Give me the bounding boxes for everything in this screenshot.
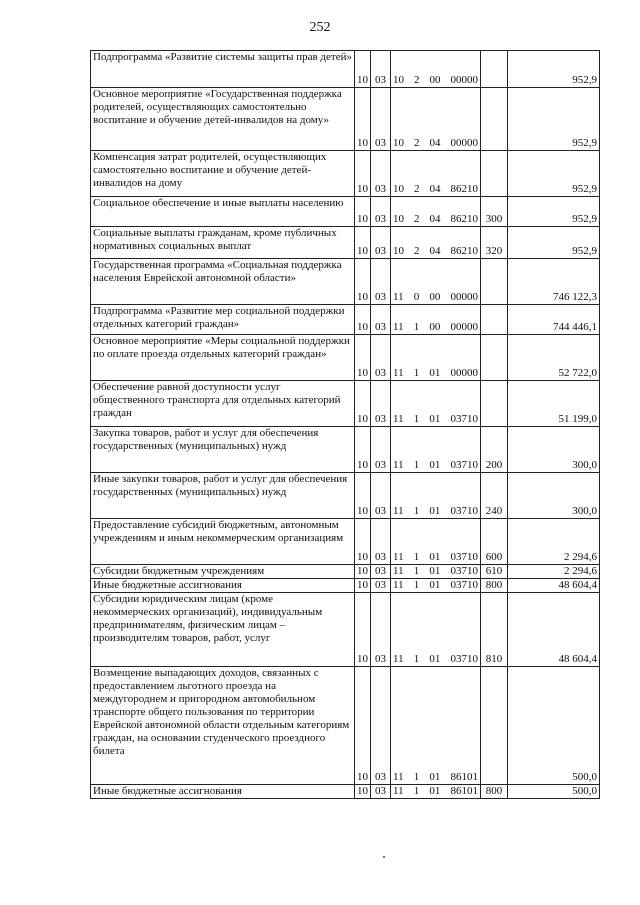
cs-event: 01 [429,653,441,665]
row-subsection: 03 [371,151,391,197]
cs-program: 11 [393,321,404,333]
table-row [91,427,600,473]
row-target-item [391,667,481,785]
row-target-item [391,579,481,593]
row-amount: 500,0 [508,785,600,799]
cs-program: 10 [393,245,404,257]
cs-program: 11 [393,291,404,303]
row-name: Предоставление субсидий бюджетным, автономным учреждениям и иным некоммерческим организациям [91,519,355,565]
row-name: Субсидии юридическим лицам (кроме некоммерческих организаций), индивидуальным предпринимателям, физическим лицам – производителям товаров, работ, услуг [91,593,355,667]
row-expense-type: 200 [481,427,508,473]
row-section: 10 [355,579,371,593]
cs-direction: 00000 [450,137,478,149]
row-expense-type: 800 [481,579,508,593]
row-amount: 746 122,3 [508,259,600,305]
cs-direction: 00000 [450,321,478,333]
table-body [91,51,600,799]
row-expense-type [481,88,508,151]
cs-event: 01 [429,505,441,517]
row-amount: 952,9 [508,51,600,88]
row-subsection: 03 [371,473,391,519]
row-target-item [391,335,481,381]
cs-subprogram: 2 [414,213,420,225]
cs-direction: 00000 [450,74,478,86]
row-expense-type: 810 [481,593,508,667]
row-amount: 300,0 [508,427,600,473]
cs-event: 04 [429,245,441,257]
cs-event: 01 [429,771,441,783]
table-row [91,259,600,305]
cs-event: 04 [429,137,441,149]
table-row [91,785,600,799]
row-target-item [391,519,481,565]
row-expense-type [481,335,508,381]
row-amount: 2 294,6 [508,519,600,565]
row-subsection: 03 [371,51,391,88]
row-section: 10 [355,381,371,427]
row-expense-type [481,381,508,427]
row-name: Социальное обеспечение и иные выплаты населению [91,197,355,227]
row-target-item [391,88,481,151]
row-target-item [391,473,481,519]
row-section: 10 [355,151,371,197]
cs-event: 01 [429,413,441,425]
table-row [91,381,600,427]
row-section: 10 [355,305,371,335]
row-name: Подпрограмма «Развитие мер социальной поддержки отдельных категорий граждан» [91,305,355,335]
cs-direction: 03710 [450,459,478,471]
cs-direction: 86210 [450,183,478,195]
row-amount: 952,9 [508,151,600,197]
row-section: 10 [355,565,371,579]
scan-speck [383,856,385,858]
row-name: Субсидии бюджетным учреждениям [91,565,355,579]
row-name: Иные бюджетные ассигнования [91,579,355,593]
cs-event: 00 [429,321,441,333]
row-target-item [391,565,481,579]
row-section: 10 [355,51,371,88]
cs-event: 00 [429,74,441,86]
row-target-item [391,197,481,227]
cs-direction: 03710 [450,413,478,425]
row-amount: 500,0 [508,667,600,785]
row-amount: 952,9 [508,227,600,259]
cs-subprogram: 1 [413,413,420,425]
cs-direction: 00000 [450,291,478,303]
table-row [91,473,600,519]
row-subsection: 03 [371,519,391,565]
cs-event: 01 [429,367,441,379]
cs-subprogram: 2 [414,245,420,257]
row-amount: 952,9 [508,197,600,227]
row-name: Иные бюджетные ассигнования [91,785,355,799]
row-section: 10 [355,519,371,565]
row-subsection: 03 [371,593,391,667]
row-amount: 952,9 [508,88,600,151]
row-expense-type: 300 [481,197,508,227]
cs-direction: 86210 [450,213,478,225]
cs-subprogram: 1 [413,459,420,471]
row-subsection: 03 [371,565,391,579]
row-amount: 52 722,0 [508,335,600,381]
row-target-item [391,151,481,197]
table-row [91,88,600,151]
row-expense-type [481,667,508,785]
row-target-item [391,305,481,335]
cs-program: 10 [393,137,404,149]
row-section: 10 [355,473,371,519]
row-section: 10 [355,197,371,227]
budget-table [90,50,600,799]
row-section: 10 [355,785,371,799]
cs-program: 10 [393,213,404,225]
table-row [91,519,600,565]
cs-direction: 03710 [450,653,478,665]
row-name: Основное мероприятие «Государственная поддержка родителей, осуществляющих самостоятельно воспитание и обучение детей-инвалидов на дому» [91,88,355,151]
row-section: 10 [355,227,371,259]
row-section: 10 [355,335,371,381]
table-row [91,565,600,579]
row-name: Социальные выплаты гражданам, кроме публичных нормативных социальных выплат [91,227,355,259]
row-amount: 48 604,4 [508,579,600,593]
cs-event: 01 [429,551,441,563]
row-subsection: 03 [371,785,391,799]
cs-program: 11 [393,505,404,517]
cs-event: 01 [429,565,441,577]
cs-subprogram: 1 [413,321,420,333]
table-row [91,151,600,197]
cs-event: 01 [429,579,441,591]
row-expense-type: 610 [481,565,508,579]
row-name: Возмещение выпадающих доходов, связанных с предоставлением льготного проезда на междугороднем и пригородном автомобильном транспорте общего пользования по территории Еврейской автономной области отдельным категориям граждан, на основании студенческого проездного билета [91,667,355,785]
cs-subprogram: 1 [413,785,420,797]
row-expense-type: 600 [481,519,508,565]
row-amount: 48 604,4 [508,593,600,667]
row-expense-type: 240 [481,473,508,519]
row-section: 10 [355,667,371,785]
row-section: 10 [355,259,371,305]
cs-direction: 86101 [450,771,478,783]
table-row [91,305,600,335]
cs-subprogram: 2 [414,137,420,149]
cs-subprogram: 0 [413,291,420,303]
cs-program: 11 [393,459,404,471]
table-row [91,579,600,593]
row-expense-type: 800 [481,785,508,799]
row-subsection: 03 [371,305,391,335]
row-target-item [391,593,481,667]
table-row [91,227,600,259]
row-section: 10 [355,88,371,151]
cs-subprogram: 1 [413,367,420,379]
row-name: Закупка товаров, работ и услуг для обеспечения государственных (муниципальных) нужд [91,427,355,473]
table-row [91,667,600,785]
row-target-item [391,227,481,259]
row-amount: 744 446,1 [508,305,600,335]
row-subsection: 03 [371,227,391,259]
table-row [91,51,600,88]
row-name: Иные закупки товаров, работ и услуг для обеспечения государственных (муниципальных) нужд [91,473,355,519]
row-subsection: 03 [371,427,391,473]
row-subsection: 03 [371,667,391,785]
row-subsection: 03 [371,381,391,427]
cs-event: 04 [429,213,441,225]
cs-program: 10 [393,74,404,86]
cs-direction: 86101 [450,785,478,797]
cs-direction: 00000 [450,367,478,379]
cs-program: 10 [393,183,404,195]
cs-program: 11 [393,413,404,425]
cs-event: 00 [429,291,441,303]
row-target-item [391,381,481,427]
row-expense-type [481,259,508,305]
table-row [91,197,600,227]
row-name: Обеспечение равной доступности услуг общественного транспорта для отдельных категорий граждан [91,381,355,427]
row-amount: 51 199,0 [508,381,600,427]
cs-program: 11 [393,653,404,665]
cs-direction: 03710 [450,551,478,563]
cs-subprogram: 2 [414,74,420,86]
cs-direction: 03710 [450,565,478,577]
cs-event: 01 [429,459,441,471]
cs-subprogram: 1 [413,653,420,665]
cs-subprogram: 1 [413,565,420,577]
row-name: Компенсация затрат родителей, осуществляющих самостоятельно воспитание и обучение детей-инвалидов на дому [91,151,355,197]
page-number: 252 [309,20,331,35]
row-target-item [391,259,481,305]
row-subsection: 03 [371,579,391,593]
row-section: 10 [355,593,371,667]
row-amount: 300,0 [508,473,600,519]
row-subsection: 03 [371,259,391,305]
row-amount: 2 294,6 [508,565,600,579]
row-expense-type [481,305,508,335]
table-row [91,593,600,667]
cs-program: 11 [393,579,404,591]
row-expense-type: 320 [481,227,508,259]
cs-event: 04 [429,183,441,195]
row-subsection: 03 [371,335,391,381]
row-name: Государственная программа «Социальная поддержка населения Еврейской автономной области» [91,259,355,305]
cs-program: 11 [393,367,404,379]
row-subsection: 03 [371,197,391,227]
row-target-item [391,51,481,88]
cs-program: 11 [393,771,404,783]
row-name: Основное мероприятие «Меры социальной поддержки по оплате проезда отдельных категорий граждан» [91,335,355,381]
table-row [91,335,600,381]
row-subsection: 03 [371,88,391,151]
cs-subprogram: 2 [414,183,420,195]
cs-program: 11 [393,785,404,797]
cs-direction: 03710 [450,579,478,591]
cs-direction: 86210 [450,245,478,257]
row-target-item [391,427,481,473]
row-name: Подпрограмма «Развитие системы защиты прав детей» [91,51,355,88]
cs-program: 11 [393,565,404,577]
row-expense-type [481,151,508,197]
row-section: 10 [355,427,371,473]
row-target-item [391,785,481,799]
cs-direction: 03710 [450,505,478,517]
cs-subprogram: 1 [413,771,420,783]
cs-event: 01 [429,785,441,797]
cs-subprogram: 1 [413,505,420,517]
row-expense-type [481,51,508,88]
cs-program: 11 [393,551,404,563]
cs-subprogram: 1 [413,579,420,591]
cs-subprogram: 1 [413,551,420,563]
